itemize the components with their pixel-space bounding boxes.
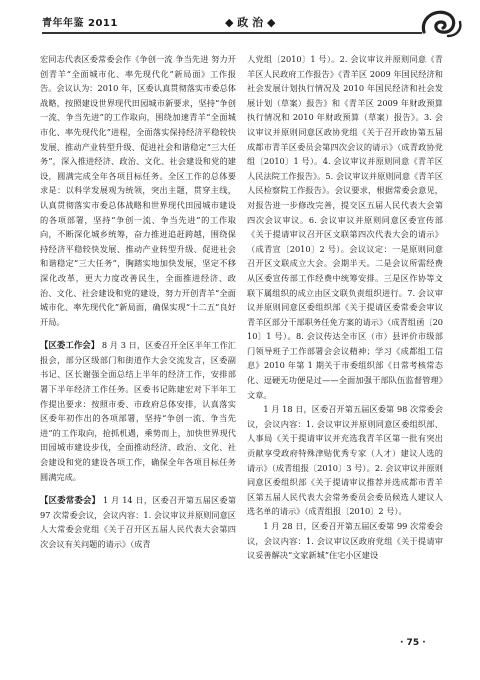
- section-body: 1 月 14 日，区委召开第五届区委第 97 次常委会议，会议内容：1. 会议审议并原则同意区人大常委会党组《关于召开区五届人民代表大会第四次会议有关问题的请示》（成青: [40, 495, 237, 549]
- section-standing-committee: [40, 493, 236, 551]
- right-column: [247, 52, 443, 563]
- page-header: [20, 12, 480, 36]
- paragraph: 1 月 28 日，区委召开第五届区委第 99 次常委会议，会议内容：1. 会议审议区政府党组《关于提请审议妥善解决“文家新城”住宅小区建设: [247, 521, 443, 561]
- book-title: 青年年鉴 2011: [42, 18, 118, 29]
- section-heading: 【区委工作会】: [40, 340, 100, 351]
- swirl-logo-icon: [418, 6, 464, 40]
- left-column: [40, 52, 236, 552]
- page-number: · 75 ·: [400, 638, 426, 648]
- paragraph: 人党组〔2010〕1 号）。2. 会议审议并原则同意《青羊区人民政府工作报告》《青羊区 2009 年国民经济和社会发展计划执行情况及 2010 年国民经济和社会发展计划（草案）报告》和《青羊区 2009 年财政预算执行情况和 2010 年财政预算（草案）报告》。3. 会议审议并原则同意区政协党组《关于召开政协第五届成都市青羊区委员会第四次会议的请示》（成青政协党组〔2010〕1 号）。4. 会议审议并原则同意《青羊区人民法院工作报告》。5. 会议审议并原则同意《青羊区人民检察院工作报告》。会议要求，根据常委会意见，对报告进一步修改完善，提交区五届人民代表大会第四次会议审议。6. 会议审议并原则同意区委宣传部《关于提请审议召开区文联第四次代表大会的请示》（成青宣〔2010〕2 号）。会议议定：一是原则同意召开区文联成立大会。会期半天。二是会议所需经费从区委宣传部工作经费中统筹安排。三是区作协等文联下属组织的成立由区文联负责组织进行。7. 会议审议并原则同意区委组织部《关于提请区委常委会审议青羊区部分干部职务任免方案的请示》（成青组函〔2010〕1 号）。8. 会议传达全市区（市）县评价市级部门领导班子工作部署会会议精神；学习《成都组工信息》2010 年第 1 期关于市委组织部《日常考核常态化、逗硬无功便是过——全面加强干部队伍监督管理》文章。: [247, 54, 443, 400]
- intro-paragraph: 宏同志代表区委常委会作《争创一流 争当先进 努力开创青羊“全面城市化、率先现代化”新局面》工作报告。会议认为：2010 年，区委认真贯彻落实市委总体战略，按照建设世界现代田园城市新要求，坚持“争创一流、争当先进”的工作取向，围绕加速青羊“全面城市化、率先现代化”进程，全面落实保持经济平稳较快发展、推动产业转型升级、促进社会和谐稳定“三大任务”，深入推进经济、政治、文化、社会建设和党的建设，圆满完成全年各项目标任务。全区工作的总体要求是：以科学发展观为统领，突出主题，贯穿主线，认真贯彻落实市委总体战略和世界现代田园城市建设的各项部署，坚持“争创一流、争当先进”的工作取向，不断深化城乡统筹，奋力推进追赶跨越，围绕保持经济平稳较快发展、推动产业转型升级、促进社会和谐稳定“三大任务”，胸踏实地加快发展，坚定不移深化改革，更大力度改善民生，全面推进经济、政治、文化、社会建设和党的建设，努力开创青羊“全面城市化、率先现代化”新局面，确保实现“十二五”良好开局。: [40, 54, 236, 327]
- section-title: ◆ 政 治 ◆: [225, 16, 276, 29]
- section-body: 8 月 3 日，区委召开全区半年工作汇报会，部分区级部门和街道作大会交流发言，区委副书记、区长谢强全面总结上半年的经济工作，安排部署下半年经济工作任务。区委书记陈建宏对下半年工作提出要求：按照市委、市政府总体安排，认真落实区委年初作出的各项部署，坚持“争创一流、争当先进”的工作取向，抢抓机遇，乘势而上，加快世界现代田园城市建设步伐，全面推动经济、政治、文化、社会建设和党的建设各项工作，确保全年各项目标任务圆满完成。: [40, 340, 236, 482]
- section-heading: 【区委常委会】: [40, 495, 101, 506]
- section-work-meeting: [40, 338, 236, 484]
- paragraph: 1 月 18 日，区委召开第五届区委第 98 次常委会议，会议内容：1. 会议审议并原则同意区委组织部、人事局《关于提请审议并充选我青羊区第一批有突出贡献享受政府特殊津贴优秀专家（人才）建议人选的请示》（成青组报〔2010〕3 号）。2. 会议审议并原则同意区委组织部《关于提请审议推荐并选成都市青羊区第五届人民代表大会常务委员会委员候选人建议人选名单的请示》（成青组报〔2010〕2 号）。: [247, 404, 443, 517]
- header-rule: [42, 32, 422, 34]
